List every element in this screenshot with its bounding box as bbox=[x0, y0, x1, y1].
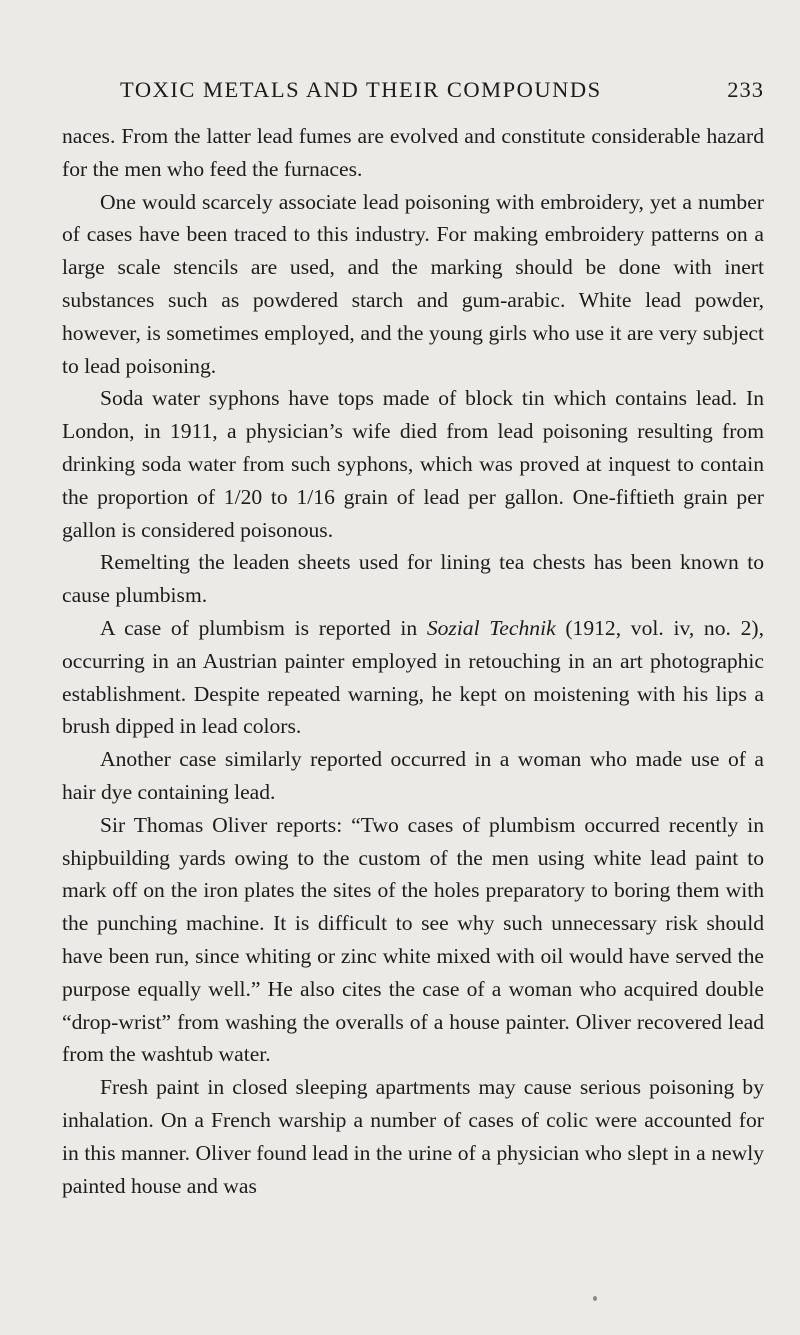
paragraph-austrian-painter bbox=[62, 612, 764, 743]
paragraph-fresh-paint: Fresh paint in closed sleeping apartments may cause serious poisoning by inhalation. On a French warship a number of cases of colic were accounted for in this manner. Oliver found lead in the urine of a physician who slept in a newly painted house and was bbox=[62, 1075, 764, 1198]
paragraph-hair-dye: Another case similarly reported occurred in a woman who made use of a hair dye containing lead. bbox=[62, 747, 764, 804]
austrian-painter-text-after: (1912, vol. iv, no. 2), occurring in an Austrian painter employed in retouching in an art photographic establishment. Despite repeated warning, he kept on moistening with his lips a brush dipped in lead colors. bbox=[62, 615, 764, 739]
paragraph-furnaces-continuation: naces. From the latter lead fumes are evolved and constitute considerable hazard for the men who feed the furnaces. bbox=[62, 124, 764, 181]
running-head bbox=[62, 70, 764, 110]
publication-title: Sozial Technik bbox=[426, 615, 556, 640]
paragraph-embroidery: One would scarcely associate lead poisoning with embroidery, yet a number of cases have been traced to this industry. For making embroidery patterns on a large scale stencils are used, and the marking should be done with inert substances such as powdered starch and gum-arabic. White lead powder, however, is sometimes employed, and the young girls who use it are very subject to lead poisoning. bbox=[62, 189, 764, 378]
paragraph-oliver-report: Sir Thomas Oliver reports: “Two cases of plumbism occurred recently in shipbuilding yards owing to the custom of the men using white lead paint to mark off on the iron plates the sites of the holes preparatory to boring them with the punching machine. It is difficult to see why such unnecessary risk should have been run, since whiting or zinc white mixed with oil would have served the purpose equally well.” He also cites the case of a woman who acquired double “drop-wrist” from washing the overalls of a house painter. Oliver recovered lead from the washtub water. bbox=[62, 812, 764, 1067]
page-speck bbox=[593, 1296, 597, 1301]
page-number: 233 bbox=[727, 77, 764, 102]
body-text bbox=[62, 120, 764, 1202]
paragraph-remelting: Remelting the leaden sheets used for lining tea chests has been known to cause plumbism. bbox=[62, 550, 764, 608]
austrian-painter-text-before: A case of plumbism is reported in bbox=[100, 615, 427, 640]
chapter-title: TOXIC METALS AND THEIR COMPOUNDS bbox=[120, 77, 602, 102]
paragraph-soda-syphons: Soda water syphons have tops made of block tin which contains lead. In London, in 1911, a physician’s wife died from lead poisoning resulting from drinking soda water from such syphons, which was proved at inquest to contain the proportion of 1/20 to 1/16 grain of lead per gallon. One-fiftieth grain per gallon is considered poisonous. bbox=[62, 386, 764, 542]
book-page bbox=[62, 70, 764, 1202]
